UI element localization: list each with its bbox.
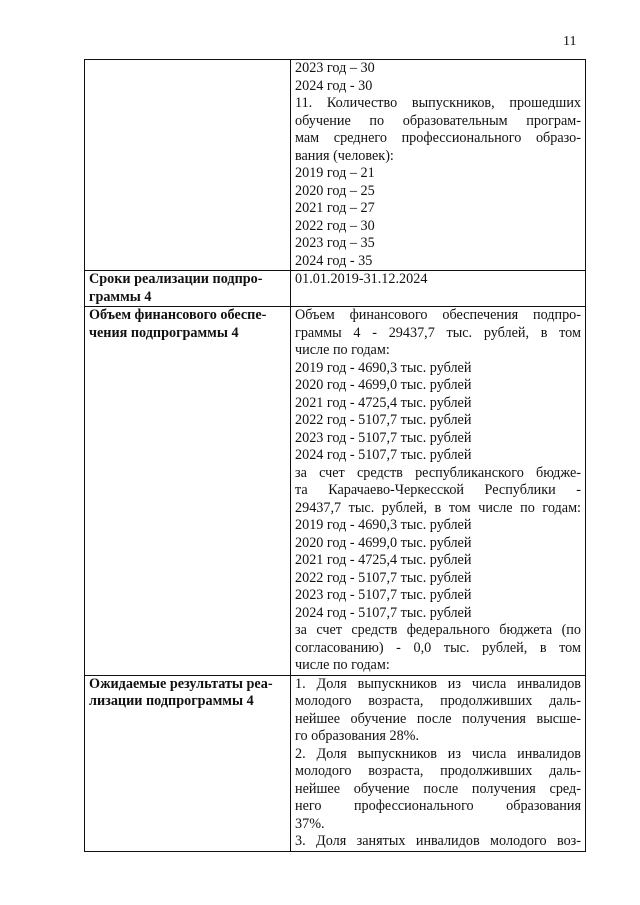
content-line: молодого возраста, продолживших даль- — [295, 693, 581, 709]
content-line: 2024 год - 35 — [295, 252, 373, 269]
content-line: 2023 год – 30 — [295, 60, 375, 76]
label-line: Сроки реализации подпро- — [89, 271, 263, 287]
content-line: 2023 год - 5107,7 тыс. рублей — [295, 587, 472, 603]
content-line: 2022 год - 5107,7 тыс. рублей — [295, 569, 472, 586]
row-label-cell — [85, 675, 291, 851]
content-line: 2020 год – 25 — [295, 182, 375, 199]
content-line: го образования 28%. — [295, 728, 420, 744]
content-line: 11. Количество выпускников, прошедших — [295, 95, 581, 111]
content-line: 2019 год - 4690,3 тыс. рублей — [295, 359, 472, 376]
content-line: мам среднего профессионального образо- — [295, 130, 581, 146]
label-line: Ожидаемые результаты реа- — [89, 675, 273, 692]
content-line: вания (человек): — [295, 147, 394, 164]
content-line: 2022 год – 30 — [295, 217, 375, 234]
content-line: 2. Доля выпускников из числа инвалидов — [295, 745, 581, 762]
content-line: 3. Доля занятых инвалидов молодого воз- — [295, 833, 581, 849]
content-line: 2024 год - 30 — [295, 77, 373, 94]
content-line: 2019 год – 21 — [295, 165, 375, 181]
row-label-cell — [85, 271, 291, 307]
content-line: 2024 год - 5107,7 тыс. рублей — [295, 447, 472, 463]
content-line: 2023 год – 35 — [295, 235, 375, 251]
row-content-cell — [291, 60, 586, 271]
content-line: 2022 год - 5107,7 тыс. рублей — [295, 412, 472, 428]
content-line: Объем финансового обеспечения подпро- — [295, 307, 581, 323]
row-content-cell — [291, 675, 586, 851]
content-line: 2019 год - 4690,3 тыс. рублей — [295, 517, 472, 533]
content-line: 2021 год - 4725,4 тыс. рублей — [295, 394, 472, 411]
content-line: молодого возраста, продолживших даль- — [295, 763, 581, 779]
content-line: обучение по образовательным програм- — [295, 112, 581, 129]
table-row — [85, 307, 586, 676]
content-line: 2020 год - 4699,0 тыс. рублей — [295, 534, 472, 551]
content-line: граммы 4 - 29437,7 тыс. рублей, в том — [295, 324, 581, 341]
content-line: 37%. — [295, 815, 325, 832]
row-label-cell — [85, 307, 291, 676]
label-line: Объем финансового обеспе- — [89, 307, 267, 323]
content-line: 2024 год - 5107,7 тыс. рублей — [295, 604, 472, 621]
content-line: нейшее обучение после получения высше- — [295, 710, 581, 727]
content-line: 1. Доля выпускников из числа инвалидов — [295, 675, 581, 692]
page-number: 11 — [563, 34, 577, 49]
label-line: граммы 4 — [89, 288, 152, 305]
content-line: него профессионального образования — [295, 798, 581, 814]
content-line: согласованию) - 0,0 тыс. рублей, в том — [295, 639, 581, 656]
row-label-cell — [85, 60, 291, 271]
label-line: чения подпрограммы 4 — [89, 324, 239, 341]
table-row — [85, 271, 586, 307]
content-line: числе по годам: — [295, 657, 390, 673]
table-row — [85, 60, 586, 271]
content-line: 01.01.2019-31.12.2024 — [295, 271, 428, 287]
content-line: за счет средств республиканского бюдже- — [295, 464, 581, 481]
content-line: нейшее обучение после получения сред- — [295, 780, 581, 797]
content-line: 2023 год - 5107,7 тыс. рублей — [295, 429, 472, 446]
label-line: лизации подпрограммы 4 — [89, 693, 254, 709]
content-line: числе по годам: — [295, 342, 390, 358]
content-line: 2021 год – 27 — [295, 200, 375, 216]
content-line: 29437,7 тыс. рублей, в том числе по годам: — [295, 499, 581, 516]
content-line: та Карачаево-Черкесской Республики - — [295, 482, 581, 498]
table-row — [85, 675, 586, 851]
row-content-cell — [291, 307, 586, 676]
row-content-cell — [291, 271, 586, 307]
content-line: 2021 год - 4725,4 тыс. рублей — [295, 552, 472, 568]
content-line: 2020 год - 4699,0 тыс. рублей — [295, 377, 472, 393]
content-line: за счет средств федерального бюджета (по — [295, 622, 581, 638]
subprogram-passport-table — [84, 59, 586, 852]
